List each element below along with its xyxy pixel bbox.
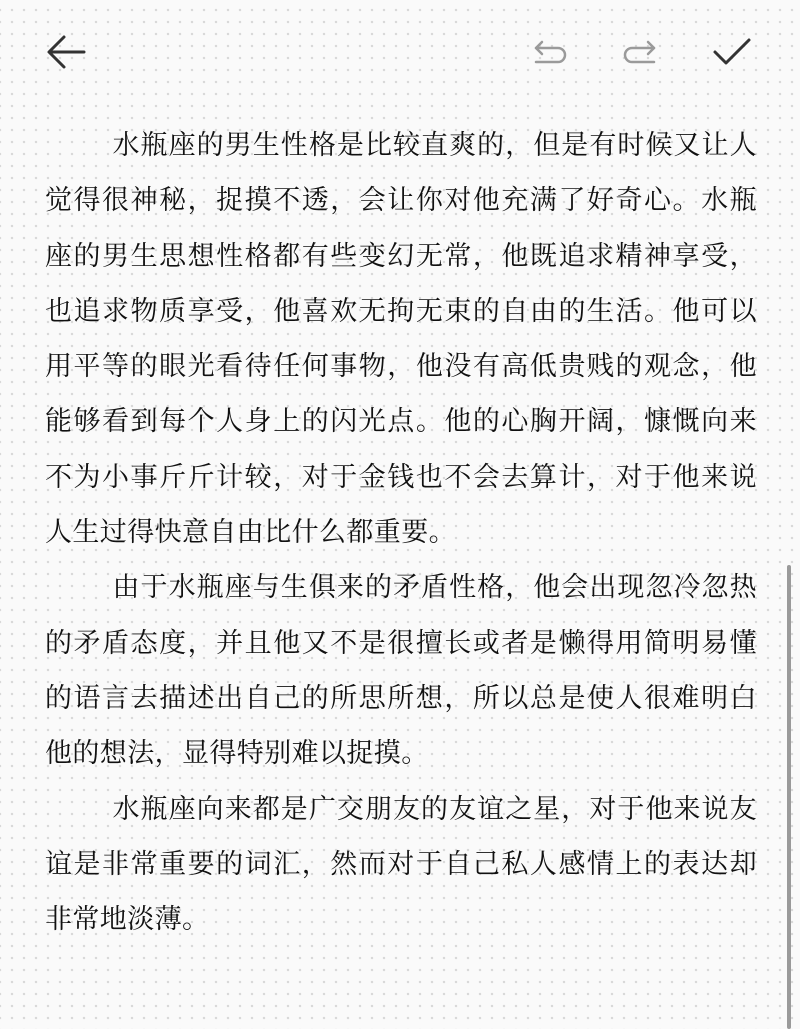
scrollbar[interactable]: [787, 565, 791, 1029]
editor-toolbar: [0, 0, 800, 105]
note-paragraph: 水瓶座的男生性格是比较直爽的，但是有时候又让人觉得很神秘，捉摸不透，会让你对他充满了好奇心。水瓶座的男生思想性格都有些变幻无常，他既追求精神享受，也追求物质享受，他喜欢无拘无束的自由的生活。他可以用平等的眼光看待任何事物，他没有高低贵贱的观念，他能够看到每个人身上的闪光点。他的心胸开阔，慷慨向来不为小事斤斤计较，对于金钱也不会去算计，对于他来说人生过得快意自由比什么都重要。: [45, 130, 757, 549]
arrow-left-icon: [44, 32, 88, 72]
note-paragraph: 由于水瓶座与生俱来的矛盾性格，他会出现忽冷忽热的矛盾态度，并且他又不是很擅长或者是懒得用简明易懂的语言去描述出自己的所思所想，所以总是使人很难明白他的想法，显得特别难以捉摸。: [45, 572, 757, 770]
note-body[interactable]: [45, 118, 757, 947]
redo-icon: [618, 32, 662, 72]
confirm-button[interactable]: [708, 28, 756, 76]
checkmark-icon: [710, 32, 754, 72]
undo-icon: [528, 32, 572, 72]
redo-button[interactable]: [616, 28, 664, 76]
undo-button[interactable]: [526, 28, 574, 76]
back-button[interactable]: [42, 28, 90, 76]
note-paragraph: 水瓶座向来都是广交朋友的友谊之星，对于他来说友谊是非常重要的词汇，然而对于自己私人感情上的表达却非常地淡薄。: [45, 793, 757, 936]
